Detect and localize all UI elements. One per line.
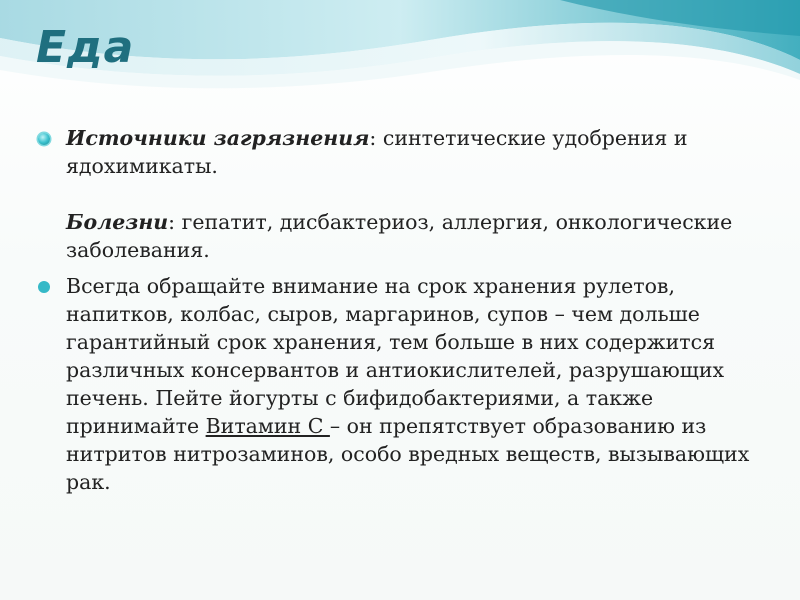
pollution-sources-label: Источники загрязнения — [66, 126, 370, 150]
advice-text-end: – он препятствует образованию из нитритов нитрозаминов, особо вредных веществ, вызывающих рак. — [66, 414, 750, 494]
vitamin-c-link[interactable]: Витамин С — [205, 414, 330, 438]
bullet-icon — [38, 133, 50, 145]
slide-content — [38, 124, 758, 504]
advice-text: Всегда обращайте внимание на срок хранения рулетов, напитков, колбас, сыров, маргаринов, супов – чем дольше гарантийный срок хранения, тем больше в них содержится различных консервантов и антиокислителей, разрушающих печень. Пейте йогурты с бифидобактериями, а также принимайте — [66, 274, 725, 438]
bullet-icon — [38, 281, 50, 293]
diseases-text: : гепатит, дисбактериоз, аллергия, онкологические заболевания. — [66, 210, 733, 262]
slide-title: Еда — [36, 22, 135, 73]
diseases-label: Болезни — [66, 210, 169, 234]
paragraph-spacer — [66, 180, 758, 208]
pollution-sources-text: : синтетические удобрения и ядохимикаты. — [66, 126, 688, 178]
bullet-item-advice — [38, 272, 758, 496]
bullet-item-pollution — [38, 124, 758, 264]
